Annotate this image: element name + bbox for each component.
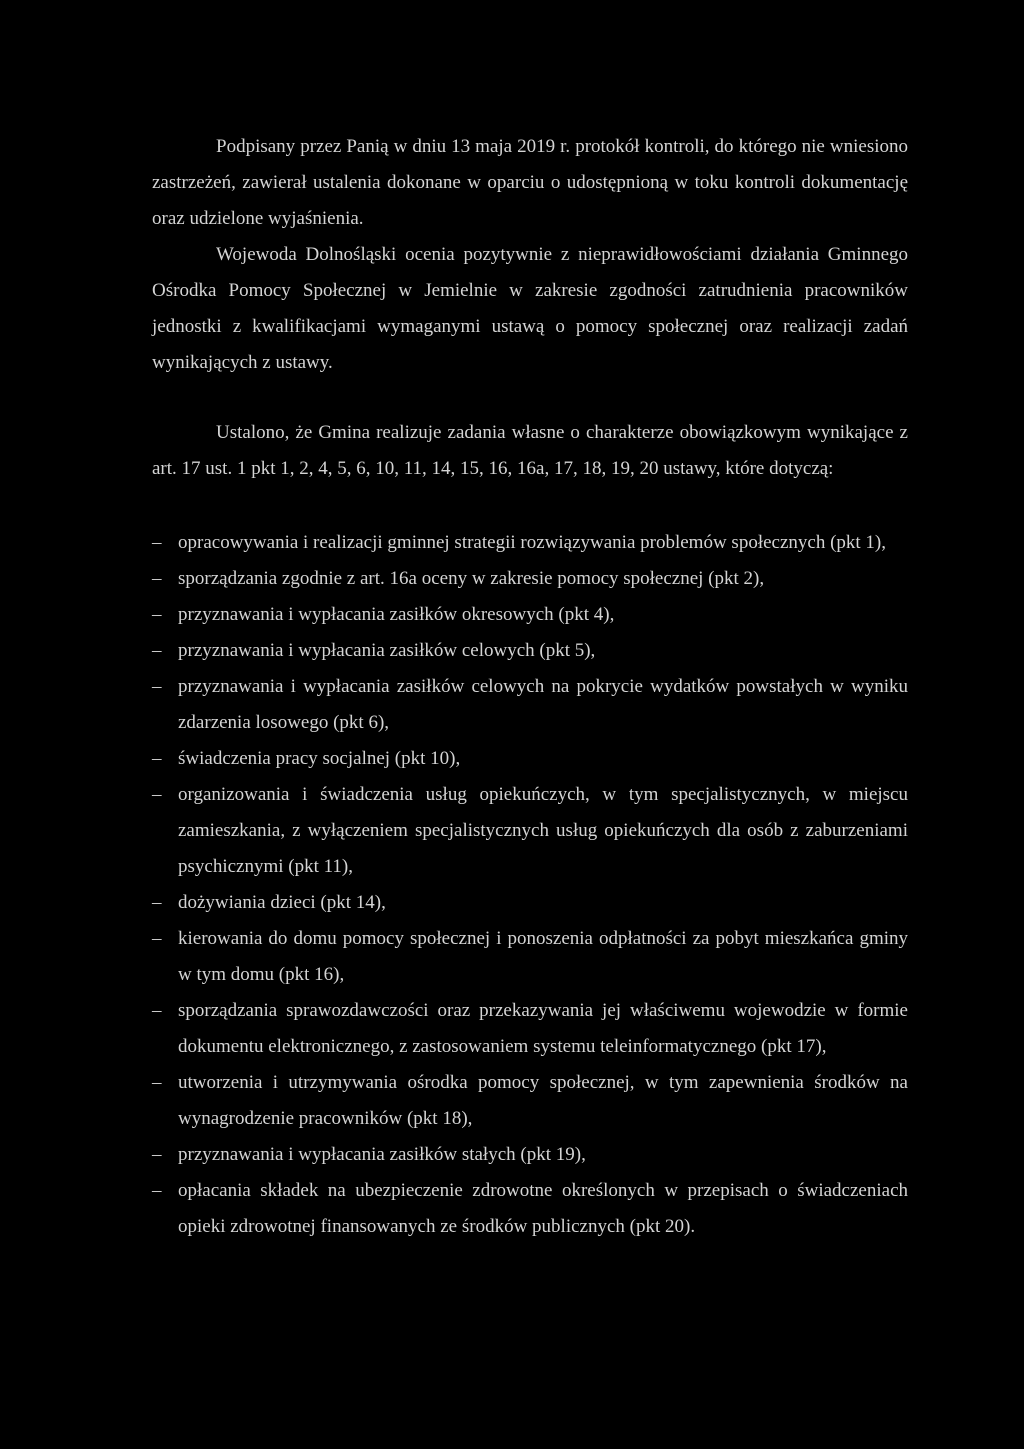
list-item	[152, 1173, 908, 1245]
dash-bullet: –	[152, 784, 162, 805]
list-item	[152, 669, 908, 741]
list-item	[152, 921, 908, 993]
paragraph-tasks-intro: Ustalono, że Gmina realizuje zadania własne o charakterze obowiązkowym wynikające z art. 17 ust. 1 pkt 1, 2, 4, 5, 6, 10, 11, 14, 15, 16, 16a, 17, 18, 19, 20 ustawy, które dotyczą:	[152, 422, 908, 479]
dash-bullet: –	[152, 892, 162, 913]
list-item	[152, 885, 908, 921]
dash-bullet: –	[152, 928, 162, 949]
list-item-text: świadczenia pracy socjalnej (pkt 10),	[178, 748, 461, 769]
list-item	[152, 561, 908, 597]
list-item	[152, 777, 908, 885]
dash-bullet: –	[152, 1072, 162, 1093]
list-item	[152, 1065, 908, 1137]
list-item-text: sporządzania sprawozdawczości oraz przekazywania jej właściwemu wojewodzie w formie dokumentu elektronicznego, z zastosowaniem systemu teleinformatycznego (pkt 17),	[178, 1000, 908, 1057]
list-item-text: przyznawania i wypłacania zasiłków celowych (pkt 5),	[178, 640, 596, 661]
list-item-text: dożywiania dzieci (pkt 14),	[178, 892, 386, 913]
dash-bullet: –	[152, 748, 162, 769]
list-item	[152, 633, 908, 669]
list-item	[152, 525, 908, 561]
tasks-list	[152, 525, 908, 1245]
list-item-text: utworzenia i utrzymywania ośrodka pomocy społecznej, w tym zapewnienia środków na wynagrodzenie pracowników (pkt 18),	[178, 1072, 908, 1129]
list-item-text: opracowywania i realizacji gminnej strategii rozwiązywania problemów społecznych (pkt 1),	[178, 532, 887, 553]
list-item-text: organizowania i świadczenia usług opiekuńczych, w tym specjalistycznych, w miejscu zamieszkania, z wyłączeniem specjalistycznych usług opiekuńczych dla osób z zaburzeniami psychicznymi (pkt 11),	[178, 784, 908, 877]
list-item	[152, 597, 908, 633]
dash-bullet: –	[152, 604, 162, 625]
dash-bullet: –	[152, 1180, 162, 1201]
dash-bullet: –	[152, 676, 162, 697]
list-item-text: sporządzania zgodnie z art. 16a oceny w zakresie pomocy społecznej (pkt 2),	[178, 568, 765, 589]
dash-bullet: –	[152, 1144, 162, 1165]
list-item-text: przyznawania i wypłacania zasiłków stałych (pkt 19),	[178, 1144, 586, 1165]
list-item-text: opłacania składek na ubezpieczenie zdrowotne określonych w przepisach o świadczeniach opieki zdrowotnej finansowanych ze środków publicznych (pkt 20).	[178, 1180, 908, 1237]
list-item	[152, 993, 908, 1065]
dash-bullet: –	[152, 640, 162, 661]
paragraph-protocol: Podpisany przez Panią w dniu 13 maja 2019 r. protokół kontroli, do którego nie wniesiono zastrzeżeń, zawierał ustalenia dokonane w oparciu o udostępnioną w toku kontroli dokumentację oraz udzielone wyjaśnienia.	[152, 136, 908, 229]
list-item	[152, 1137, 908, 1173]
list-item	[152, 741, 908, 777]
paragraph-assessment: Wojewoda Dolnośląski ocenia pozytywnie z nieprawidłowościami działania Gminnego Ośrodka Pomocy Społecznej w Jemielnie w zakresie zgodności zatrudnienia pracowników jednostki z kwalifikacjami wymaganymi ustawą o pomocy społecznej oraz realizacji zadań wynikających z ustawy.	[152, 244, 908, 373]
list-item-text: przyznawania i wypłacania zasiłków celowych na pokrycie wydatków powstałych w wyniku zdarzenia losowego (pkt 6),	[178, 676, 908, 733]
dash-bullet: –	[152, 568, 162, 589]
dash-bullet: –	[152, 1000, 162, 1021]
list-item-text: kierowania do domu pomocy społecznej i ponoszenia odpłatności za pobyt mieszkańca gminy w tym domu (pkt 16),	[178, 928, 908, 985]
dash-bullet: –	[152, 532, 162, 553]
list-item-text: przyznawania i wypłacania zasiłków okresowych (pkt 4),	[178, 604, 615, 625]
